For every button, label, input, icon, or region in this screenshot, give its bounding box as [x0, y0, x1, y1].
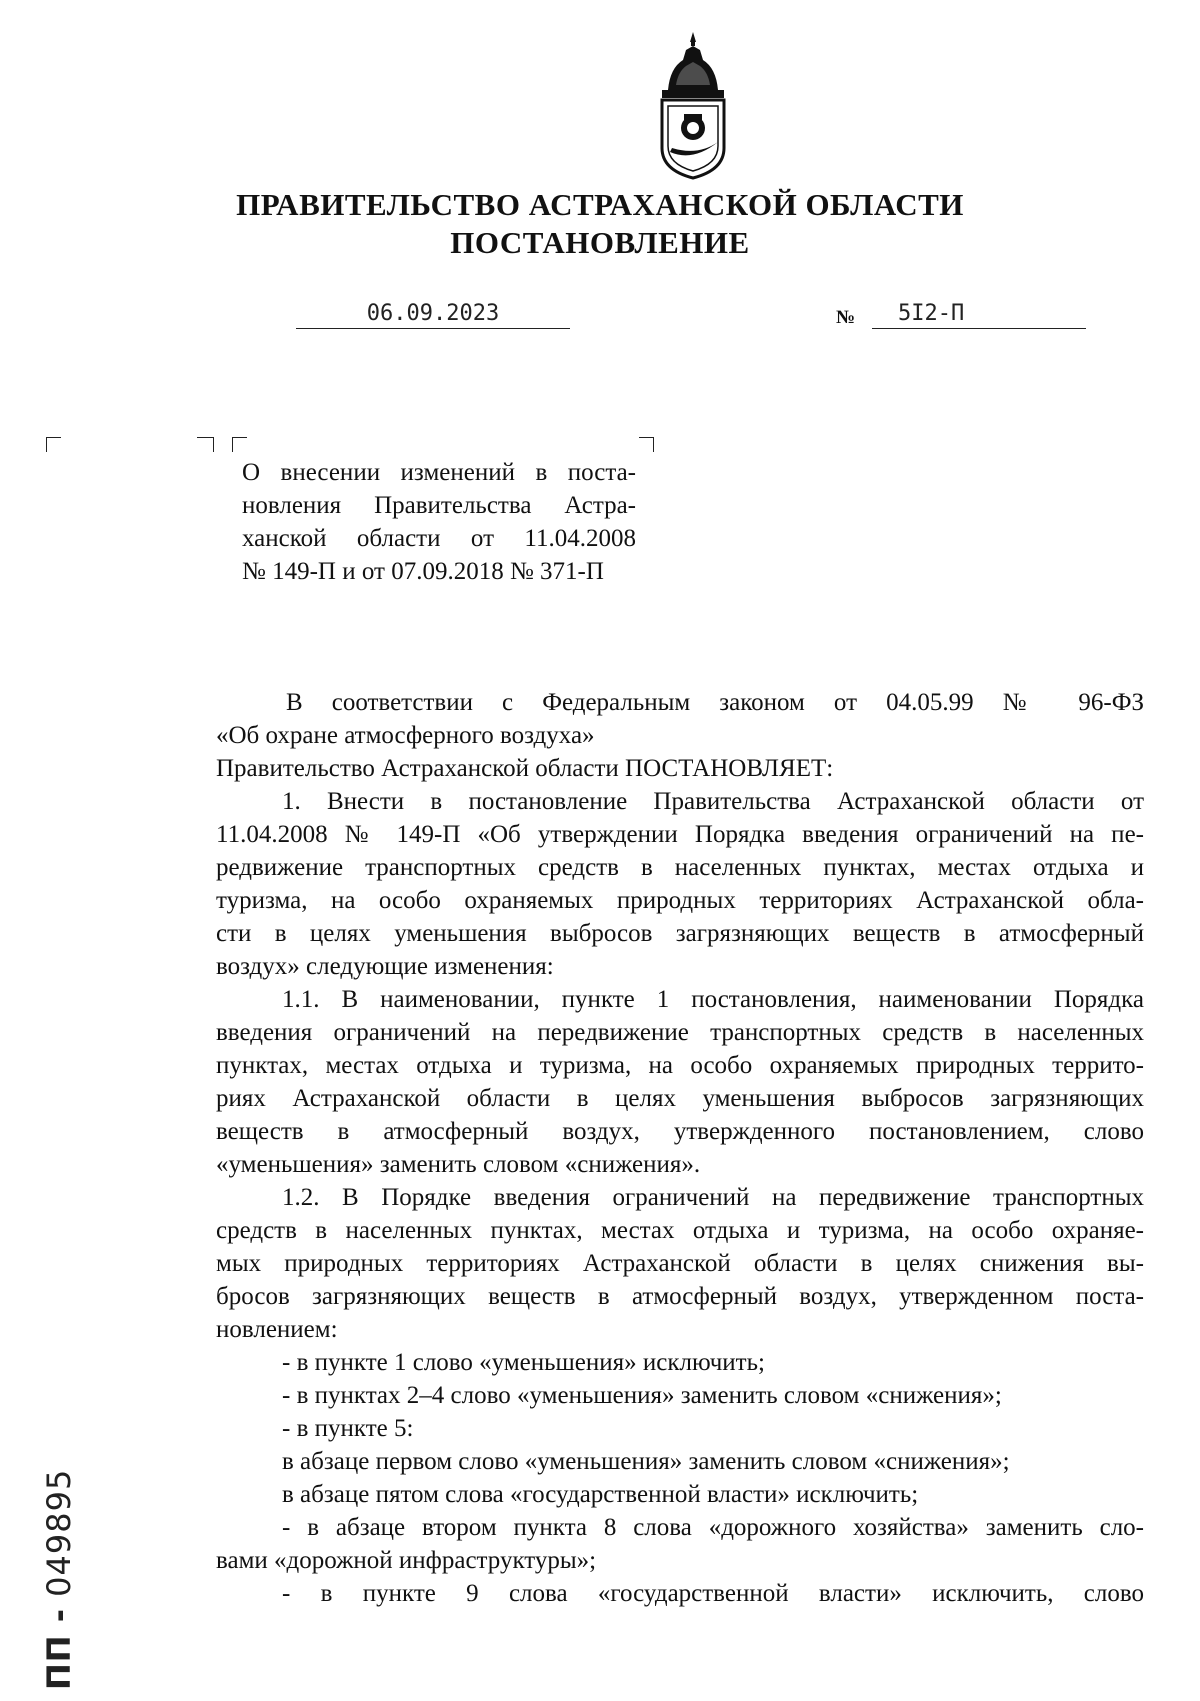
body-line: - в пункте 5:: [282, 1415, 414, 1442]
subject-line: О внесении изменений в поста-: [242, 459, 636, 486]
body-line: 1.2. В Порядке введения ограничений на передвижение транспортных: [282, 1184, 1144, 1211]
body-line: веществ в атмосферный воздух, утвержденного постановлением, слово: [216, 1118, 1144, 1145]
document-subject: [242, 456, 636, 588]
body-line: мых природных территориях Астраханской области в целях снижения вы-: [216, 1250, 1144, 1277]
body-line: В соответствии с Федеральным законом от 04.05.99 № 96-ФЗ: [286, 689, 1144, 716]
subject-line: № 149-П и от 07.09.2018 № 371-П: [242, 558, 604, 585]
body-line: 1.1. В наименовании, пункте 1 постановления, наименовании Порядка: [282, 986, 1144, 1013]
subject-line: новления Правительства Астра-: [242, 492, 636, 519]
body-line: сти в целях уменьшения выбросов загрязняющих веществ в атмосферный: [216, 920, 1144, 947]
document-number: 5I2-П: [872, 301, 1086, 329]
stamp-prefix: ПП -: [40, 1608, 78, 1690]
coat-of-arms-icon: [648, 30, 738, 180]
body-line: - в абзаце втором пункта 8 слова «дорожного хозяйства» заменить сло-: [282, 1514, 1144, 1541]
body-line: в абзаце пятом слова «государственной власти» исключить;: [282, 1481, 919, 1508]
serial-stamp: [40, 1390, 80, 1690]
body-line: вами «дорожной инфраструктуры»;: [216, 1547, 597, 1574]
document-body: [216, 686, 1144, 1610]
body-line: средств в населенных пунктах, местах отдыха и туризма, на особо охраняе-: [216, 1217, 1144, 1244]
body-line: бросов загрязняющих веществ в атмосферный воздух, утвержденном поста-: [216, 1283, 1144, 1310]
body-line: 1. Внести в постановление Правительства Астраханской области от: [282, 788, 1144, 815]
number-sign: №: [836, 307, 856, 328]
corner-mark: [197, 437, 214, 452]
subject-line: ханской области от 11.04.2008: [242, 525, 636, 552]
corner-mark: [232, 437, 247, 452]
corner-mark: [639, 437, 654, 452]
body-line: «Об охране атмосферного воздуха»: [216, 722, 595, 749]
body-line: пунктах, местах отдыха и туризма, на особо охраняемых природных террито-: [216, 1052, 1144, 1079]
body-line: редвижение транспортных средств в населенных пунктах, местах отдыха и: [216, 854, 1144, 881]
body-line: - в пункте 1 слово «уменьшения» исключить;: [282, 1349, 765, 1376]
body-line: - в пунктах 2–4 слово «уменьшения» заменить словом «снижения»;: [282, 1382, 1002, 1409]
body-line: 11.04.2008 № 149-П «Об утверждении Порядка введения ограничений на пе-: [216, 821, 1144, 848]
document-date: 06.09.2023: [296, 301, 570, 329]
body-line: Правительство Астраханской области ПОСТАНОВЛЯЕТ:: [216, 755, 834, 782]
body-line: введения ограничений на передвижение транспортных средств в населенных: [216, 1019, 1144, 1046]
government-title: ПРАВИТЕЛЬСТВО АСТРАХАНСКОЙ ОБЛАСТИ: [236, 187, 964, 222]
body-line: «уменьшения» заменить словом «снижения».: [216, 1151, 701, 1178]
corner-mark: [46, 437, 61, 452]
body-line: новлением:: [216, 1316, 338, 1343]
body-line: туризма, на особо охраняемых природных территориях Астраханской обла-: [216, 887, 1144, 914]
stamp-serial: 049895: [40, 1468, 78, 1597]
body-line: риях Астраханской области в целях уменьшения выбросов загрязняющих: [216, 1085, 1144, 1112]
body-line: - в пункте 9 слова «государственной власти» исключить, слово: [282, 1580, 1144, 1607]
body-line: в абзаце первом слово «уменьшения» заменить словом «снижения»;: [282, 1448, 1010, 1475]
body-line: воздух» следующие изменения:: [216, 953, 554, 980]
document-type: ПОСТАНОВЛЕНИЕ: [450, 225, 750, 260]
